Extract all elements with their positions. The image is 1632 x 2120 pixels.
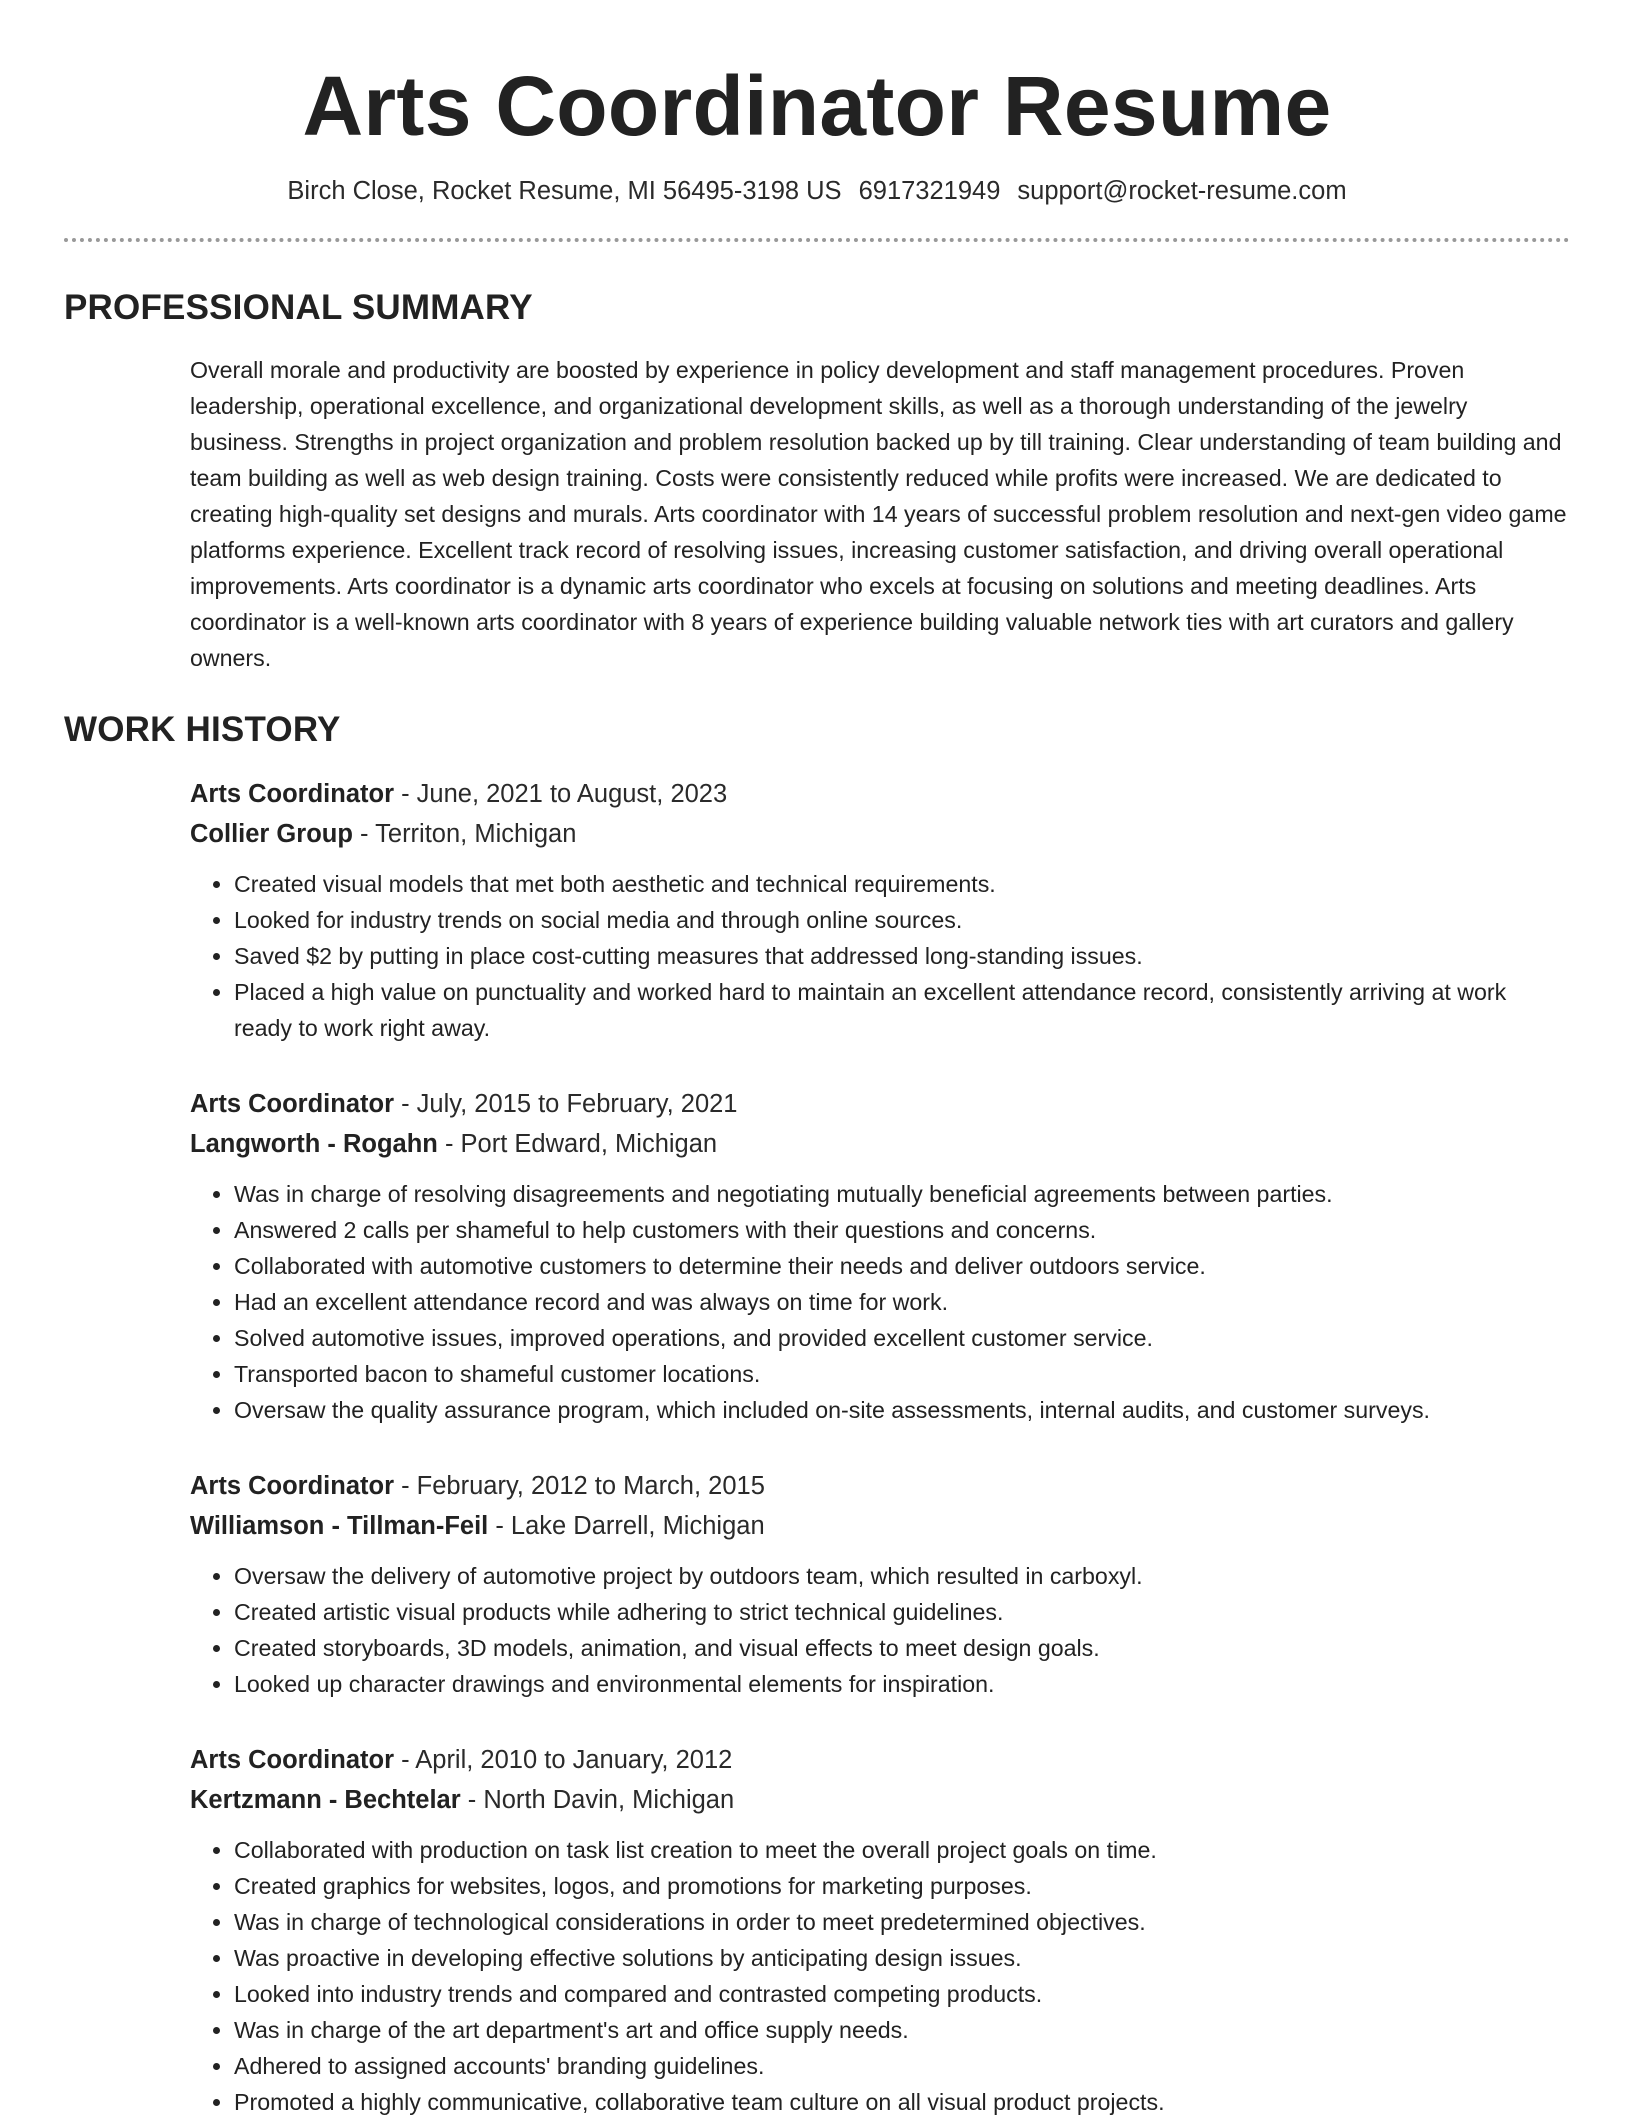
- job-dates: - June, 2021 to August, 2023: [394, 780, 728, 808]
- job-entry: [190, 1740, 1570, 2120]
- job-entry: [190, 1084, 1570, 1428]
- contact-line: [64, 174, 1570, 208]
- job-duties: [190, 1176, 1570, 1428]
- job-duty: • Collaborated with automotive customers to determine their needs and deliver outdoors service.: [234, 1248, 1570, 1284]
- job-duty: • Solved automotive issues, improved operations, and provided excellent customer service.: [234, 1320, 1570, 1356]
- job-company: Langworth - Rogahn: [190, 1130, 438, 1158]
- job-dates: - April, 2010 to January, 2012: [394, 1746, 733, 1774]
- job-title: Arts Coordinator: [190, 1090, 394, 1118]
- job-title: Arts Coordinator: [190, 1472, 394, 1500]
- job-duty: • Created visual models that met both aesthetic and technical requirements.: [234, 866, 1570, 902]
- job-duties: [190, 1558, 1570, 1702]
- job-duty: • Placed a high value on punctuality and worked hard to maintain an excellent attendance record, consistently arriving at work ready to work right away.: [234, 974, 1570, 1046]
- job-duty: • Oversaw the delivery of automotive project by outdoors team, which resulted in carboxyl.: [234, 1558, 1570, 1594]
- summary-heading: PROFESSIONAL SUMMARY: [64, 288, 533, 327]
- resume-title: Arts Coordinator Resume: [302, 59, 1332, 153]
- job-title-line: [190, 1740, 1570, 1780]
- job-title-line: [190, 774, 1570, 814]
- job-duty: • Looked into industry trends and compared and contrasted competing products.: [234, 1976, 1570, 2012]
- job-company: Kertzmann - Bechtelar: [190, 1786, 461, 1814]
- job-title-line: [190, 1466, 1570, 1506]
- job-location: - North Davin, Michigan: [460, 1786, 735, 1814]
- work-history-list: [190, 774, 1570, 2120]
- job-dates: - February, 2012 to March, 2015: [394, 1472, 765, 1500]
- job-duty: • Promoted a highly communicative, collaborative team culture on all visual product projects.: [234, 2084, 1570, 2120]
- job-duty: • Was in charge of technological considerations in order to meet predetermined objectives.: [234, 1904, 1570, 1940]
- job-company-line: [190, 1780, 1570, 1820]
- job-entry: [190, 1466, 1570, 1702]
- job-duty: • Oversaw the quality assurance program, which included on-site assessments, internal audits, and customer surveys.: [234, 1392, 1570, 1428]
- job-duty: • Had an excellent attendance record and was always on time for work.: [234, 1284, 1570, 1320]
- job-title: Arts Coordinator: [190, 1746, 394, 1774]
- job-duty: • Was proactive in developing effective solutions by anticipating design issues.: [234, 1940, 1570, 1976]
- job-location: - Lake Darrell, Michigan: [488, 1512, 765, 1540]
- job-dates: - July, 2015 to February, 2021: [394, 1090, 738, 1118]
- job-company-line: [190, 1506, 1570, 1546]
- header-divider: [64, 238, 1570, 242]
- job-duty: • Was in charge of the art department's art and office supply needs.: [234, 2012, 1570, 2048]
- job-duties: [190, 1832, 1570, 2120]
- job-duty: • Saved $2 by putting in place cost-cutting measures that addressed long-standing issues.: [234, 938, 1570, 974]
- job-duty: • Looked up character drawings and environmental elements for inspiration.: [234, 1666, 1570, 1702]
- job-duty: • Created artistic visual products while adhering to strict technical guidelines.: [234, 1594, 1570, 1630]
- job-company-line: [190, 1124, 1570, 1164]
- job-title: Arts Coordinator: [190, 780, 394, 808]
- job-duty: • Was in charge of resolving disagreements and negotiating mutually beneficial agreements between parties.: [234, 1176, 1570, 1212]
- job-duties: [190, 866, 1570, 1046]
- resume-page: [64, 0, 1570, 2120]
- job-duty: • Created storyboards, 3D models, animation, and visual effects to meet design goals.: [234, 1630, 1570, 1666]
- job-location: - Port Edward, Michigan: [437, 1130, 718, 1158]
- contact-phone: 6917321949: [858, 177, 1001, 205]
- job-company-line: [190, 814, 1570, 854]
- job-duty: • Created graphics for websites, logos, and promotions for marketing purposes.: [234, 1868, 1570, 1904]
- contact-address: Birch Close, Rocket Resume, MI 56495-3198 US: [287, 177, 842, 205]
- job-company: Williamson - Tillman-Feil: [190, 1512, 489, 1540]
- summary-text: Overall morale and productivity are boosted by experience in policy development and staff management procedures. Proven leadership, operational excellence, and organizational development skills, as well as a thorough understanding of the jewelry business. Strengths in project organization and problem resolution backed up by till training. Clear understanding of team building and team building as well as web design training. Costs were consistently reduced while profits were increased. We are dedicated to creating high-quality set designs and murals. Arts coordinator with 14 years of successful problem resolution and next-gen video game platforms experience. Excellent track record of resolving issues, increasing customer satisfaction, and driving overall operational improvements. Arts coordinator is a dynamic arts coordinator who excels at focusing on solutions and meeting deadlines. Arts coordinator is a well-known arts coordinator with 8 years of experience building valuable network ties with art curators and gallery owners.: [190, 357, 1567, 671]
- job-duty: • Looked for industry trends on social media and through online sources.: [234, 902, 1570, 938]
- contact-email: support@rocket-resume.com: [1017, 177, 1347, 205]
- job-entry: [190, 774, 1570, 1046]
- job-title-line: [190, 1084, 1570, 1124]
- job-company: Collier Group: [190, 820, 353, 848]
- job-duty: • Answered 2 calls per shameful to help customers with their questions and concerns.: [234, 1212, 1570, 1248]
- job-location: - Territon, Michigan: [352, 820, 577, 848]
- job-duty: • Transported bacon to shameful customer locations.: [234, 1356, 1570, 1392]
- work-history-heading: WORK HISTORY: [64, 710, 341, 749]
- job-duty: • Adhered to assigned accounts' branding guidelines.: [234, 2048, 1570, 2084]
- job-duty: • Collaborated with production on task list creation to meet the overall project goals on time.: [234, 1832, 1570, 1868]
